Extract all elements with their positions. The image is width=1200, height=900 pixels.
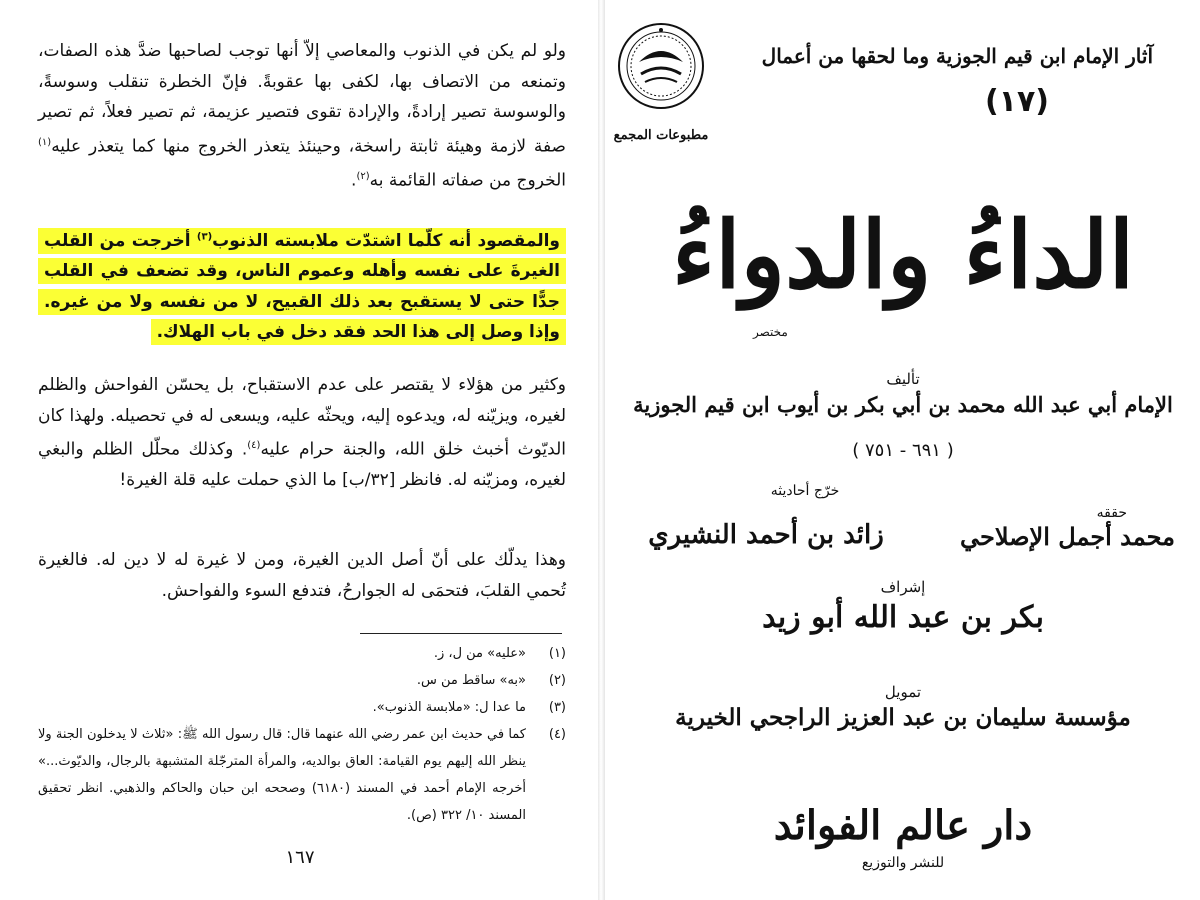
cover-page bbox=[604, 0, 1200, 900]
paragraph-1-tail: الخروج من صفاته القائمة به bbox=[369, 170, 566, 191]
footnote-number: (٣) bbox=[548, 700, 566, 715]
funder-name: مؤسسة سليمان بن عبد العزيز الراجحي الخيرية bbox=[675, 704, 1131, 731]
footnote-2 bbox=[38, 667, 566, 694]
supervisor-name: بكر بن عبد الله أبو زيد bbox=[762, 600, 1044, 635]
footnote-ref-4: (٤) bbox=[247, 440, 261, 451]
hadith-verifier-name: زائد بن أحمد النشيري bbox=[648, 520, 884, 550]
author-label: تأليف bbox=[886, 370, 920, 388]
funding-label: تمويل bbox=[884, 683, 922, 701]
footnote-text: «عليه» من ل، ز. bbox=[433, 646, 526, 661]
paragraph-2-text-b: أخرجت من القلب الغيرةَ على نفسه وأهله وعموم الناس، وقد تضعف في القلب جدًّا حتى لا يستقبح بعد ذلك القبيح، لا من نفسه ولا من غيره. وإذا وصل إلى هذا الحد فقد دخل في باب الهلاك. bbox=[44, 230, 560, 343]
footnote-ref-3: (٣) bbox=[196, 231, 213, 242]
verifier-label: حققه bbox=[1096, 505, 1127, 521]
paragraph-3-text-a: وكثير من هؤلاء لا يقتصر على عدم الاستقباح، بل يحسّن الفواحش والظلم لغيره، ويزيّنه له، ويدعوه إليه، ويحثّه عليه، ويسعى له في تحصيله. ولهذا كان الديّوث أخبث خلق الله، والجنة حرام عليه bbox=[38, 375, 566, 460]
paragraph-4-text: وهذا يدلّك على أنّ أصل الدين الغيرة، ومن لا غيرة له لا دين له. فالغيرة تُحمي القلبَ، فتحمَى له الجوارحُ، فتدفع السوء والفواحش. bbox=[38, 550, 566, 601]
hadith-label: خرّج أحاديثه bbox=[770, 483, 840, 499]
book-title: الداءُ والدواءُ bbox=[671, 201, 1135, 309]
footnote-3 bbox=[38, 694, 566, 721]
footnote-number: (٤) bbox=[548, 727, 566, 742]
highlight-mark bbox=[38, 228, 566, 346]
paragraph-3-text-b: . وكذلك محلّل الظلم والبغي لغيره، ومزيّنه له. فانظر [٣٢/ب] ما الذي حملت عليه قلة الغيرة! bbox=[38, 439, 566, 491]
footnote-ref-2: (٢) bbox=[356, 170, 370, 182]
title-mark: مختصر bbox=[753, 325, 788, 339]
series-title: آثار الإمام ابن قيم الجوزية وما لحقها من أعمال bbox=[761, 44, 1153, 68]
paragraph-3 bbox=[38, 370, 566, 496]
footnote-number: (١) bbox=[548, 646, 566, 661]
supervision-label: إشراف bbox=[880, 578, 926, 596]
series-number: (١٧) bbox=[984, 84, 1049, 119]
verifier-name: محمد أجمل الإصلاحي bbox=[960, 522, 1175, 551]
highlighted-paragraph bbox=[38, 222, 566, 348]
paragraph-2-text-a: والمقصود أنه كلّما اشتدّت ملابسته الذنوب bbox=[212, 230, 560, 251]
academy-seal-icon bbox=[617, 22, 705, 110]
paragraph-1-period: . bbox=[351, 170, 357, 191]
footnote-text: ما عدا ل: «ملابسة الذنوب». bbox=[372, 700, 526, 715]
footnote-text: كما في حديث ابن عمر رضي الله عنهما قال: قال رسول الله ﷺ: «ثلاث لا يدخلون الجنة ولا ينظر الله إليهم يوم القيامة: العاق بوالديه، والمرأة المترجّلة المتشبهة بالرجال، والديّوث...» أخرجه الإمام أحمد في المسند (٦١٨٠) وصححه ابن حبان والحاكم والذهبي. انظر تحقيق المسند ١٠/ ٣٢٢ (ص). bbox=[38, 727, 527, 823]
footnote-number: (٢) bbox=[548, 673, 566, 688]
paragraph-1 bbox=[38, 36, 566, 196]
footnote-ref-1: (١) bbox=[38, 136, 52, 148]
paragraph-4 bbox=[38, 545, 566, 606]
footnote-1 bbox=[38, 640, 566, 667]
paragraph-1-text: ولو لم يكن في الذنوب والمعاصي إلاّ أنها توجب لصاحبها ضدَّ هذه الصفات، وتمنعه من الاتصاف بها، لكفى بها عقوبةً. فإنّ الخطرة تنقلب وسوسةً، والوسوسة تصير إرادةً، والإرادة تقوى فتصير عزيمة، ثم تصير فعلاً، ثم تصير صفة لازمة وهيئة ثابتة راسخة، وحينئذ يتعذر الخروج منها كما يتعذر عليه bbox=[38, 41, 566, 157]
author-dates: ( ٦٩١ - ٧٥١ ) bbox=[852, 440, 954, 461]
footnote-4 bbox=[38, 721, 566, 829]
footnote-text: «به» ساقط من س. bbox=[416, 673, 526, 688]
publisher-subtitle: للنشر والتوزيع bbox=[861, 855, 945, 871]
seal-caption: مطبوعات المجمع bbox=[613, 128, 709, 143]
footnote-divider bbox=[360, 633, 562, 634]
publisher-logo: دار عالم الفوائد bbox=[773, 802, 1033, 849]
footnotes bbox=[38, 640, 566, 829]
author-name: الإمام أبي عبد الله محمد بن أبي بكر بن أيوب ابن قيم الجوزية bbox=[633, 392, 1173, 417]
page-number: ١٦٧ bbox=[285, 847, 315, 868]
